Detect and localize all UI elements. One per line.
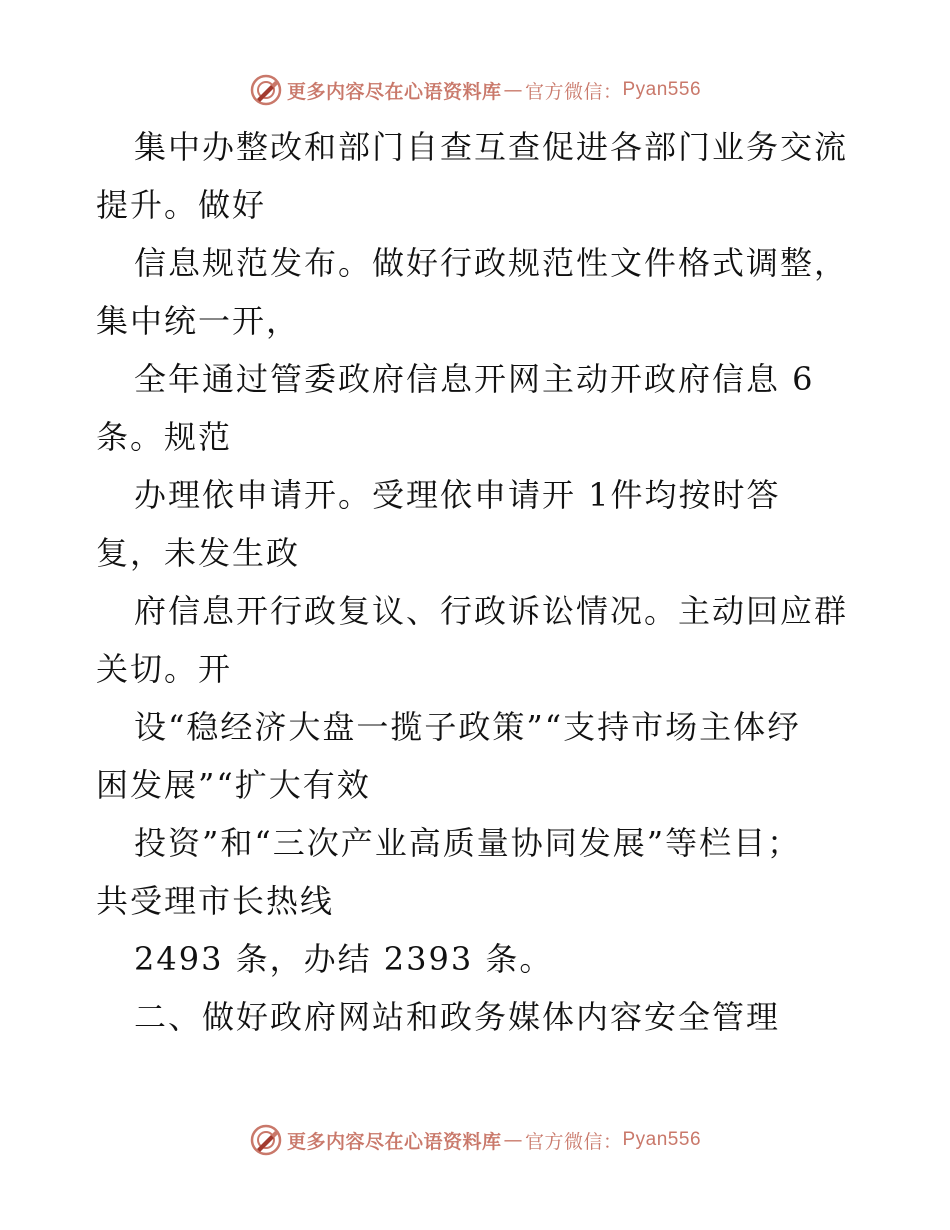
text-line: 条。规范 xyxy=(96,418,233,456)
text-line: 集中办整改和部门自查互查促进各部门业务交流 xyxy=(134,128,849,166)
watermark-official-label: 官方微信： xyxy=(524,80,623,103)
document-body xyxy=(96,118,856,1046)
watermark-wechat-id: Pyan556 xyxy=(622,1129,702,1150)
watermark-official-label: 官方微信： xyxy=(524,1130,623,1153)
text-line: 信息规范发布。做好行政规范性文件格式调整， xyxy=(134,244,849,282)
watermark-brand: 更多内容尽在心语资料库 xyxy=(286,80,502,103)
text-line: 提升。做好 xyxy=(96,186,267,224)
watermark-brand: 更多内容尽在心语资料库 xyxy=(286,1130,502,1153)
text-line: 集中统一开， xyxy=(96,302,301,340)
footer-watermark xyxy=(0,1122,950,1158)
text-line: 共受理市长热线 xyxy=(96,882,335,920)
pen-logo-icon xyxy=(249,1123,283,1157)
text-line: 办理依申请开。受理依申请开 1件均按时答 xyxy=(134,476,781,514)
watermark-dash: — xyxy=(503,79,523,101)
text-line: 二、做好政府网站和政务媒体内容安全管理 xyxy=(134,998,781,1036)
pen-logo-icon xyxy=(249,73,283,107)
text-line: 2493 条，办结 2393 条。 xyxy=(134,940,554,978)
watermark-wechat-id: Pyan556 xyxy=(622,79,702,100)
text-line: 投资”和“三次产业高质量协同发展”等栏目； xyxy=(134,824,802,862)
watermark-dash: — xyxy=(503,1129,523,1151)
text-line: 府信息开行政复议、行政诉讼情况。主动回应群 xyxy=(134,592,849,630)
text-line: 复，未发生政 xyxy=(96,534,301,572)
text-line: 关切。开 xyxy=(96,650,233,688)
text-line: 设“稳经济大盘一揽子政策”“支持市场主体纾 xyxy=(134,708,802,746)
header-watermark xyxy=(0,72,950,108)
text-line: 困发展”“扩大有效 xyxy=(96,766,371,804)
text-line: 全年通过管委政府信息开网主动开政府信息 6 xyxy=(134,360,815,398)
